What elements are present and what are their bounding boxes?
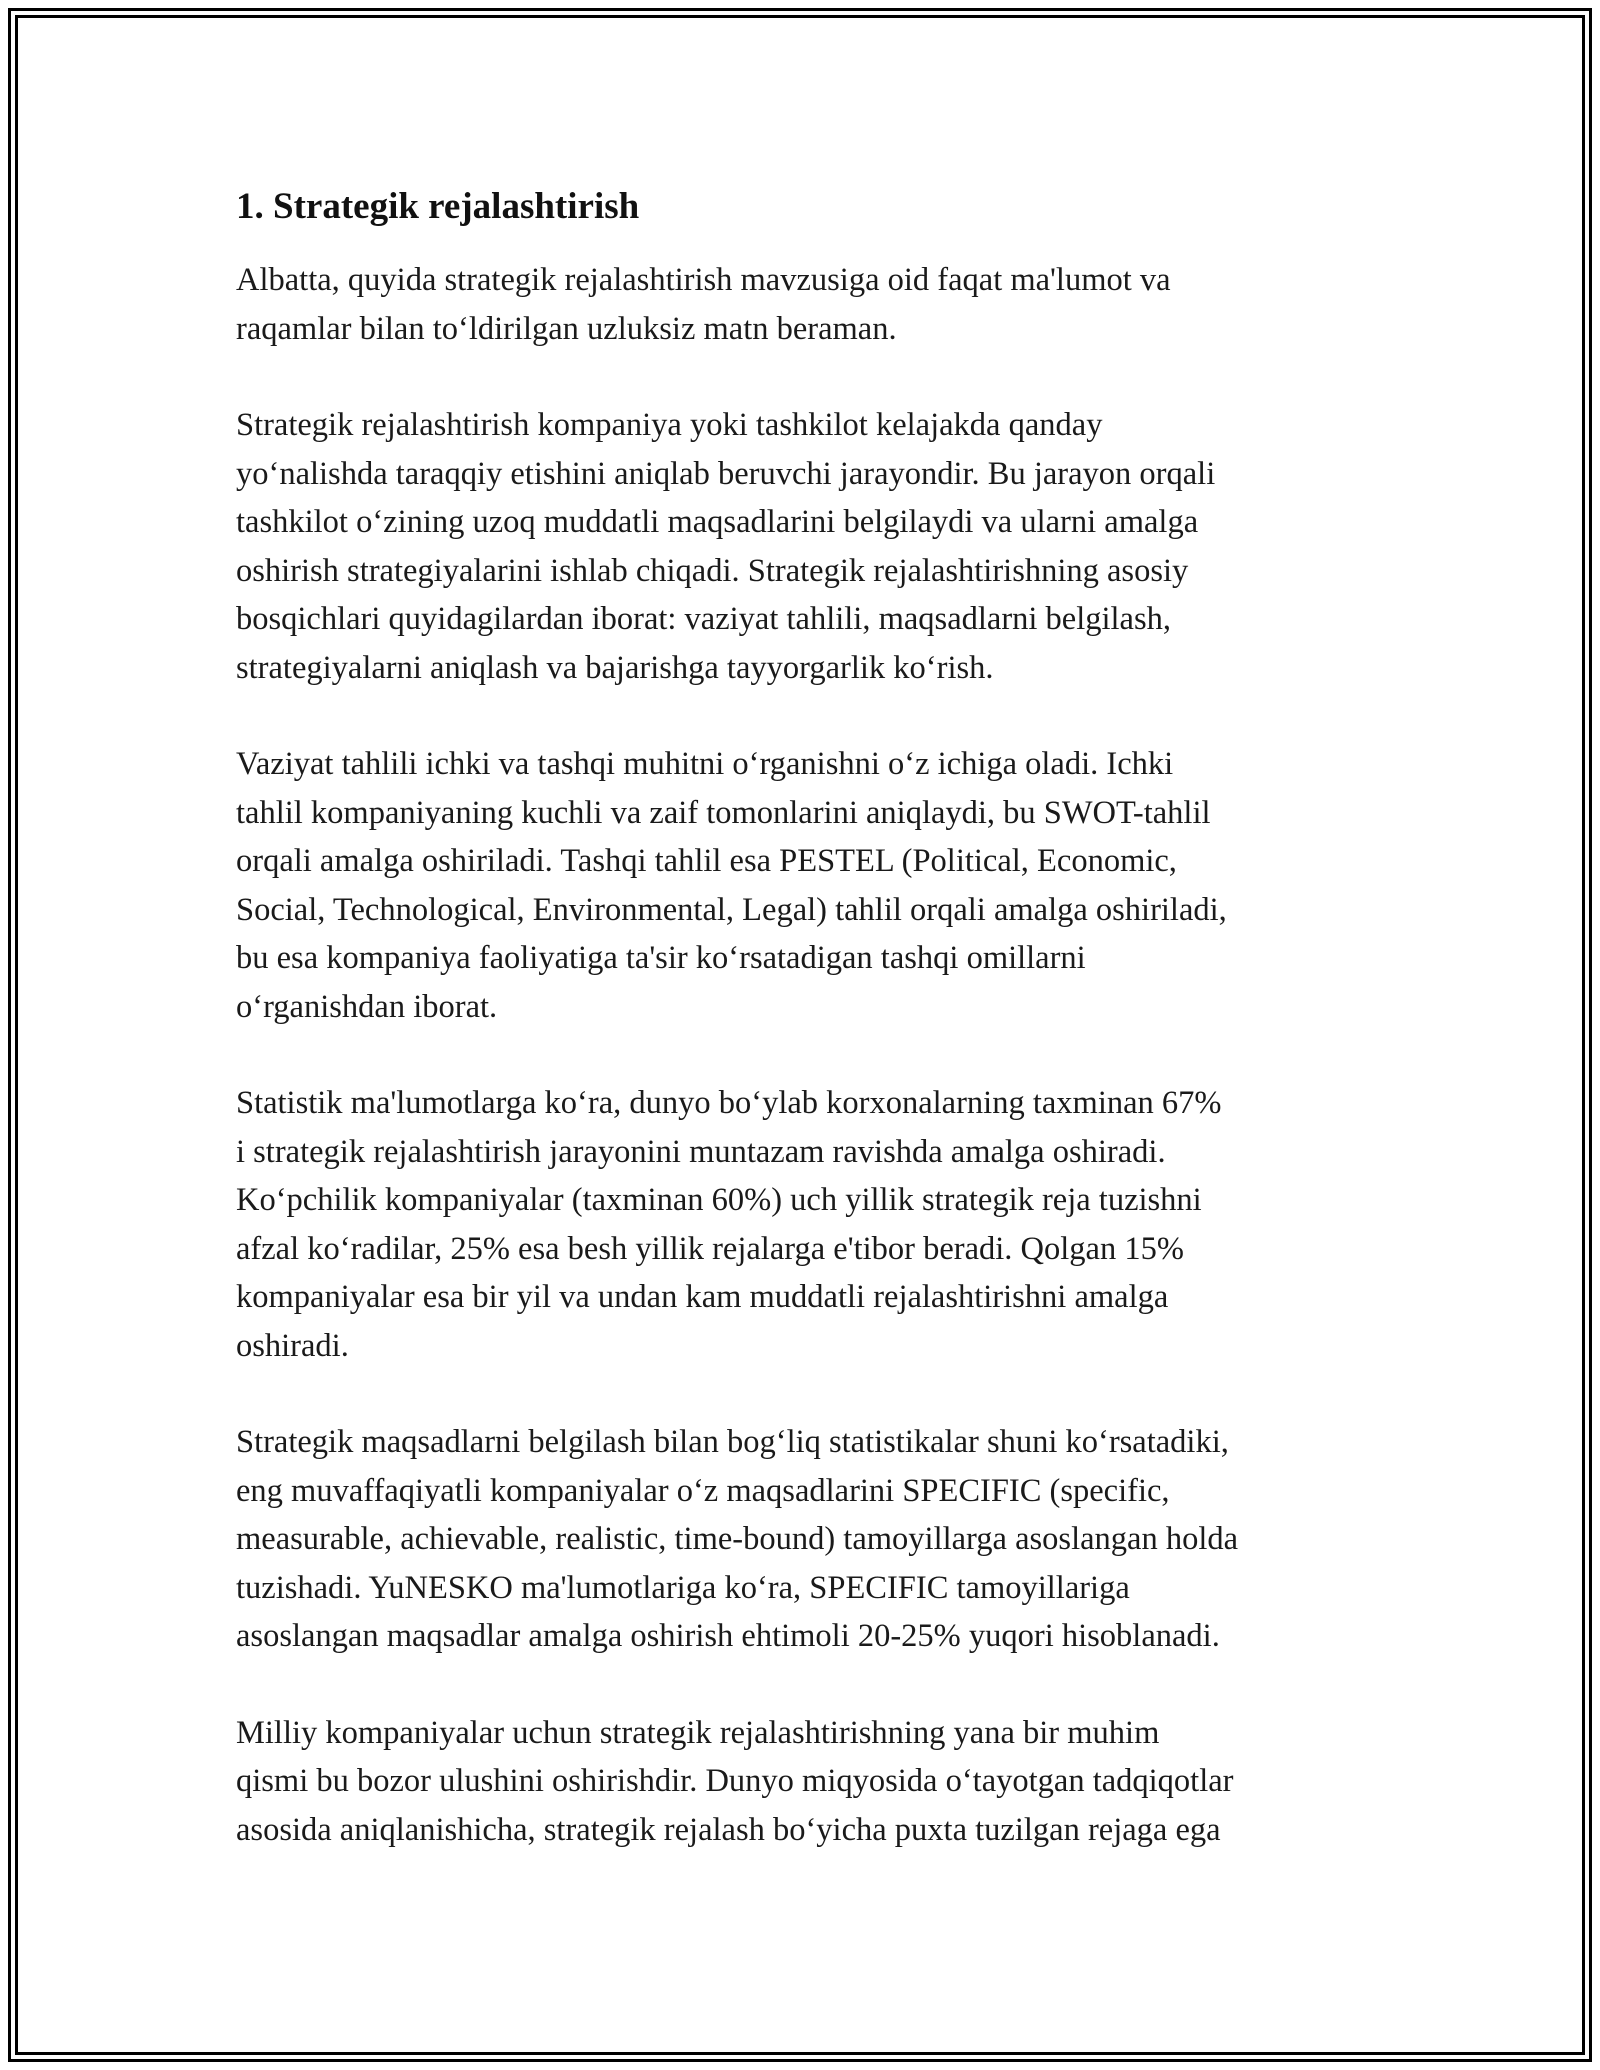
text-line: qismi bu bozor ulushini oshirishdir. Dunyo miqyosida o‘tayotgan tadqiqotlar: [236, 1763, 1234, 1800]
paragraph-intro: [236, 256, 1376, 353]
text-line: Statistik ma'lumotlarga ko‘ra, dunyo bo‘ylab korxonalarning taxminan 67%: [236, 1085, 1222, 1122]
text-line: oshirish strategiyalarini ishlab chiqadi. Strategik rejalashtirishning asosiy: [236, 552, 1189, 589]
paragraph-definition: [236, 401, 1376, 692]
text-line: Strategik rejalashtirish kompaniya yoki tashkilot kelajakda qanday: [236, 407, 1103, 444]
text-line: afzal ko‘radilar, 25% esa besh yillik rejalarga e'tibor beradi. Qolgan 15%: [236, 1230, 1184, 1267]
paragraph-goal-setting: [236, 1418, 1376, 1661]
text-line: kompaniyalar esa bir yil va undan kam muddatli rejalashtirishni amalga: [236, 1279, 1169, 1316]
section-heading: 1. Strategik rejalashtirish: [236, 186, 640, 227]
text-line: tashkilot o‘zining uzoq muddatli maqsadlarini belgilaydi va ularni amalga: [236, 504, 1199, 541]
text-line: Milliy kompaniyalar uchun strategik rejalashtirishning yana bir muhim: [236, 1714, 1160, 1751]
text-line: bosqichlari quyidagilardan iborat: vaziyat tahlili, maqsadlarni belgilash,: [236, 601, 1172, 638]
paragraph-market-share: [236, 1709, 1376, 1855]
text-line: eng muvaffaqiyatli kompaniyalar o‘z maqsadlarini SPECIFIC (specific,: [236, 1472, 1170, 1509]
text-line: Ko‘pchilik kompaniyalar (taxminan 60%) uch yillik strategik reja tuzishni: [236, 1182, 1202, 1219]
text-line: yo‘nalishda taraqqiy etishini aniqlab beruvchi jarayondir. Bu jarayon orqali: [236, 455, 1216, 492]
text-line: o‘rganishdan iborat.: [236, 988, 498, 1025]
text-line: strategiyalarni aniqlash va bajarishga tayyorgarlik ko‘rish.: [236, 649, 994, 686]
text-line: bu esa kompaniya faoliyatiga ta'sir ko‘rsatadigan tashqi omillarni: [236, 940, 1086, 977]
text-line: Social, Technological, Environmental, Legal) tahlil orqali amalga oshiriladi,: [236, 891, 1227, 928]
text-line: tuzishadi. YuNESKO ma'lumotlariga ko‘ra, SPECIFIC tamoyillariga: [236, 1569, 1130, 1606]
text-line: Vaziyat tahlili ichki va tashqi muhitni o‘rganishni o‘z ichiga oladi. Ichki: [236, 746, 1174, 783]
text-line: tahlil kompaniyaning kuchli va zaif tomonlarini aniqlaydi, bu SWOT-tahlil: [236, 794, 1211, 831]
text-line: asoslangan maqsadlar amalga oshirish ehtimoli 20-25% yuqori hisoblanadi.: [236, 1618, 1220, 1655]
text-line: oshiradi.: [236, 1327, 349, 1364]
document-page: [236, 184, 1376, 1902]
text-line: i strategik rejalashtirish jarayonini muntazam ravishda amalga oshiradi.: [236, 1133, 1166, 1170]
text-line: orqali amalga oshiriladi. Tashqi tahlil esa PESTEL (Political, Economic,: [236, 843, 1177, 880]
text-line: raqamlar bilan to‘ldirilgan uzluksiz matn beraman.: [236, 310, 897, 347]
text-line: Albatta, quyida strategik rejalashtirish mavzusiga oid faqat ma'lumot va: [236, 262, 1171, 299]
paragraph-statistics: [236, 1079, 1376, 1370]
text-line: asosida aniqlanishicha, strategik rejalash bo‘yicha puxta tuzilgan rejaga ega: [236, 1811, 1221, 1848]
paragraph-situation-analysis: [236, 740, 1376, 1031]
text-line: Strategik maqsadlarni belgilash bilan bog‘liq statistikalar shuni ko‘rsatadiki,: [236, 1424, 1229, 1461]
text-line: measurable, achievable, realistic, time-bound) tamoyillarga asoslangan holda: [236, 1521, 1239, 1558]
